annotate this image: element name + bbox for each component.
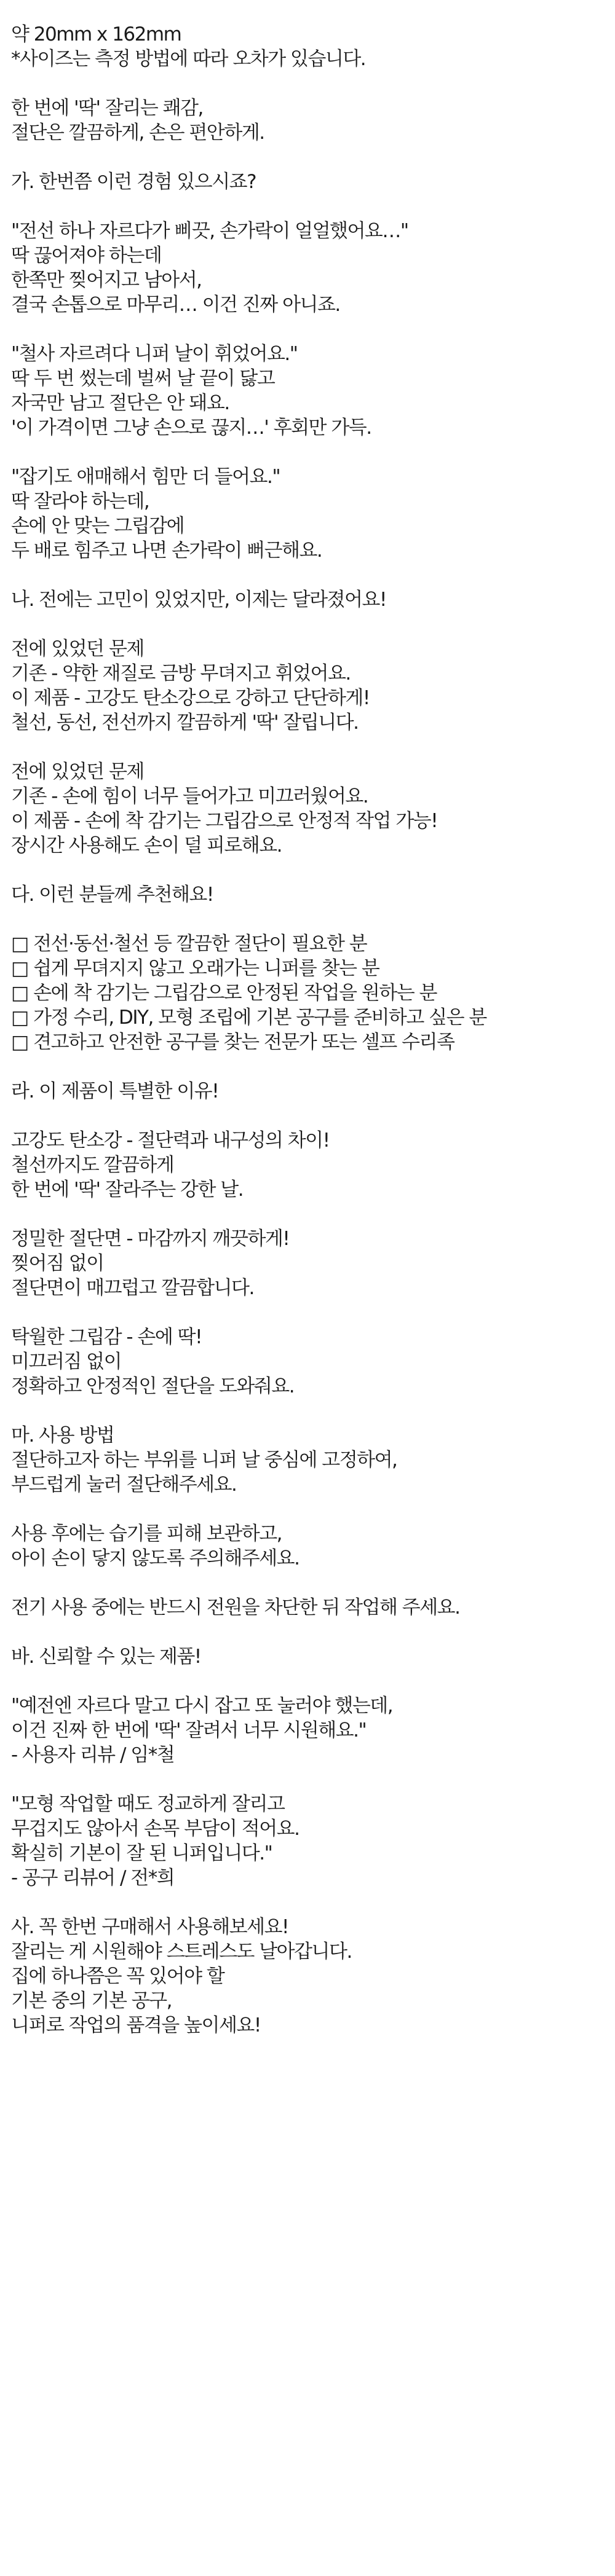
feature-line: 정확하고 안정적인 절단을 도와줘요. <box>11 1375 295 1397</box>
headline-line: 절단은 깔끔하게, 손은 편안하게. <box>11 122 264 144</box>
section-heading: 라. 이 제품이 특별한 이유! <box>11 1080 219 1102</box>
feature-line: 미끄러짐 없이 <box>11 1351 122 1373</box>
section-e-usage <box>11 1423 615 1497</box>
comparison-before: 기존 - 약한 재질로 금방 무뎌지고 휘었어요. <box>11 662 351 685</box>
section-f-heading <box>11 1644 615 1669</box>
section-heading: 사. 꼭 한번 구매해서 사용해보세요! <box>11 1916 288 1938</box>
review-quote: 이건 진짜 한 번에 '딱' 잘려서 너무 시원해요." <box>11 1719 367 1742</box>
complaint-line: 딱 잘라야 하는데, <box>11 490 149 512</box>
headline-line: 한 번에 '딱' 잘리는 쾌감, <box>11 97 203 119</box>
complaint-2 <box>11 342 615 440</box>
section-heading: 다. 이런 분들께 추천해요! <box>11 884 213 906</box>
comparison-after: 이 제품 - 고강도 탄소강으로 강하고 단단하게! <box>11 687 370 709</box>
section-g-closing <box>11 1915 615 2038</box>
complaint-line: 결국 손톱으로 마무리… 이건 진짜 아니죠. <box>11 294 340 316</box>
closing-line: 니퍼로 작업의 품격을 높이세요! <box>11 2014 261 2036</box>
review-2 <box>11 1792 615 1890</box>
complaint-quote: "전선 하나 자르다가 삐끗, 손가락이 얼얼했어요…" <box>11 220 408 242</box>
feature-line: 한 번에 '딱' 잘라주는 강한 날. <box>11 1179 244 1201</box>
comparison-detail: 장시간 사용해도 손이 덜 피로해요. <box>11 834 282 857</box>
complaint-line: 딱 두 번 썼는데 벌써 날 끝이 닳고 <box>11 367 275 390</box>
recommend-item: □ 전선·동선·철선 등 깔끔한 절단이 필요한 분 <box>11 933 367 955</box>
usage-line: 부드럽게 눌러 절단해주세요. <box>11 1474 237 1496</box>
size-info <box>11 22 615 71</box>
complaint-line: 손에 안 맞는 그립감에 <box>11 515 184 537</box>
review-quote: "예전엔 자르다 말고 다시 잡고 또 눌러야 했는데, <box>11 1695 393 1717</box>
closing-line: 집에 하나쯤은 꼭 있어야 할 <box>11 1965 224 1987</box>
comparison-2 <box>11 760 615 858</box>
safety-line: 전기 사용 중에는 반드시 전원을 차단한 뒤 작업해 주세요. <box>11 1596 460 1619</box>
storage-line: 아이 손이 닿지 않도록 주의해주세요. <box>11 1547 300 1569</box>
size-text: 약 20mm x 162mm <box>11 23 181 45</box>
review-1 <box>11 1694 615 1767</box>
section-heading: 마. 사용 방법 <box>11 1424 114 1447</box>
recommend-list <box>11 932 615 1054</box>
feature-title: 탁월한 그립감 - 손에 딱! <box>11 1326 202 1348</box>
section-a-heading <box>11 170 615 194</box>
comparison-1 <box>11 637 615 735</box>
comparison-before: 기존 - 손에 힘이 너무 들어가고 미끄러웠어요. <box>11 785 368 807</box>
review-author: - 공구 리뷰어 / 전*희 <box>11 1867 175 1889</box>
feature-2 <box>11 1227 615 1300</box>
usage-line: 절단하고자 하는 부위를 니퍼 날 중심에 고정하여, <box>11 1449 397 1471</box>
complaint-line: 자국만 남고 절단은 안 돼요. <box>11 392 229 414</box>
headline <box>11 96 615 145</box>
complaint-line: 딱 끊어져야 하는데 <box>11 245 162 267</box>
feature-line: 찢어짐 없이 <box>11 1252 104 1274</box>
review-quote: "모형 작업할 때도 정교하게 잘리고 <box>11 1793 285 1815</box>
storage-note <box>11 1522 615 1571</box>
section-heading: 바. 신뢰할 수 있는 제품! <box>11 1646 201 1668</box>
comparison-title: 전에 있었던 문제 <box>11 638 144 660</box>
complaint-line: 두 배로 힘주고 나면 손가락이 뻐근해요. <box>11 540 322 562</box>
section-d-heading <box>11 1079 615 1104</box>
feature-1 <box>11 1128 615 1202</box>
closing-line: 기본 중의 기본 공구, <box>11 1990 172 2012</box>
feature-title: 정밀한 절단면 - 마감까지 깨끗하게! <box>11 1228 290 1250</box>
section-b-heading <box>11 587 615 612</box>
comparison-title: 전에 있었던 문제 <box>11 761 144 783</box>
safety-note <box>11 1595 615 1620</box>
comparison-after: 이 제품 - 손에 착 감기는 그립감으로 안정적 작업 가능! <box>11 810 438 832</box>
complaint-quote: "잡기도 애매해서 힘만 더 들어요." <box>11 466 280 488</box>
recommend-item: □ 견고하고 안전한 공구를 찾는 전문가 또는 셀프 수리족 <box>11 1031 454 1053</box>
closing-line: 잘리는 게 시원해야 스트레스도 날아갑니다. <box>11 1941 352 1963</box>
recommend-item: □ 손에 착 감기는 그립감으로 안정된 작업을 원하는 분 <box>11 982 437 1004</box>
review-quote: 확실히 기본이 잘 된 니퍼입니다." <box>11 1842 272 1864</box>
feature-line: 철선까지도 깔끔하게 <box>11 1154 174 1176</box>
section-heading: 가. 한번쯤 이런 경험 있으시죠? <box>11 171 256 193</box>
complaint-1 <box>11 219 615 317</box>
review-author: - 사용자 리뷰 / 임*철 <box>11 1744 175 1766</box>
complaint-quote: "철사 자르려다 니퍼 날이 휘었어요." <box>11 343 298 365</box>
comparison-detail: 철선, 동선, 전선까지 깔끔하게 '딱' 잘립니다. <box>11 712 359 734</box>
section-heading: 나. 전에는 고민이 있었지만, 이제는 달라졌어요! <box>11 589 386 611</box>
recommend-item: □ 가정 수리, DIY, 모형 조립에 기본 공구를 준비하고 싶은 분 <box>11 1007 486 1029</box>
complaint-line: '이 가격이면 그냥 손으로 끊지…' 후회만 가득. <box>11 417 371 439</box>
size-note: *사이즈는 측정 방법에 따라 오차가 있습니다. <box>11 48 366 70</box>
recommend-item: □ 쉽게 무뎌지지 않고 오래가는 니퍼를 찾는 분 <box>11 957 379 980</box>
complaint-3 <box>11 465 615 563</box>
section-c-heading <box>11 882 615 907</box>
feature-3 <box>11 1325 615 1399</box>
feature-line: 절단면이 매끄럽고 깔끔합니다. <box>11 1277 254 1299</box>
review-quote: 무겁지도 않아서 손목 부담이 적어요. <box>11 1818 300 1840</box>
complaint-line: 한쪽만 찢어지고 남아서, <box>11 269 202 291</box>
storage-line: 사용 후에는 습기를 피해 보관하고, <box>11 1523 282 1545</box>
feature-title: 고강도 탄소강 - 절단력과 내구성의 차이! <box>11 1129 330 1152</box>
